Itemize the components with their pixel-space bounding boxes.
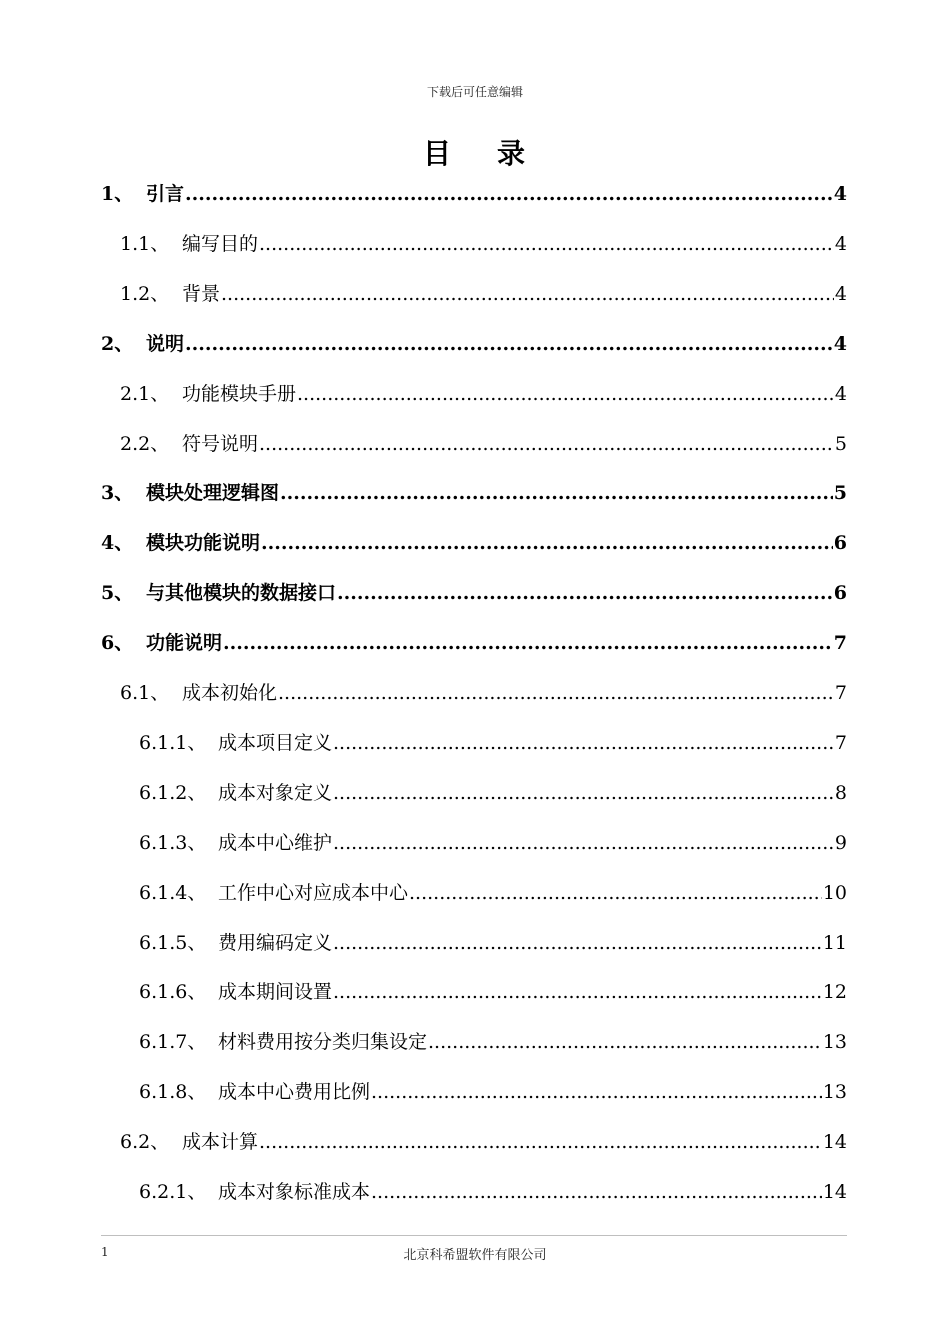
toc-entry-number: 2.1、 [120,382,170,405]
toc-leader-dots [223,627,833,659]
toc-entry-page: 6 [833,532,847,555]
toc-entry-number: 2.2、 [120,432,170,455]
toc-entry-title: 编写目的 [182,232,259,255]
toc-entry-number: 6、 [101,632,134,655]
toc-entry-number: 6.1.4、 [139,881,207,904]
toc-entry-page: 8 [834,781,847,804]
toc-entry-page: 7 [834,682,847,704]
toc-leader-dots [280,477,833,509]
toc-leader-dots [333,827,834,859]
toc-entry[interactable] [139,827,847,859]
toc-entry-title: 成本中心费用比例 [218,1081,371,1104]
toc-entry[interactable] [139,1026,847,1058]
toc-entry-page: 4 [833,183,847,205]
toc-entry-title: 模块功能说明 [146,532,261,555]
toc-leader-dots [333,976,822,1008]
toc-entry[interactable] [139,1076,847,1108]
toc-entry-number: 6.1.6、 [139,981,207,1004]
toc-leader-dots [259,228,834,260]
toc-entry-number: 1.1、 [120,232,170,255]
toc-entry[interactable] [139,877,847,909]
toc-entry[interactable] [139,777,847,809]
toc-entry-title: 说明 [146,332,185,355]
toc-leader-dots [428,1026,822,1058]
toc-leader-dots [333,777,834,809]
toc-leader-dots [371,1176,822,1208]
toc-entry[interactable] [139,1176,847,1208]
toc-leader-dots [337,577,833,609]
toc-entry-title: 引言 [146,183,185,205]
toc-entry[interactable] [120,1126,847,1158]
toc-entry-page: 11 [822,931,847,954]
toc-entry-page: 6 [833,582,847,605]
toc-entry[interactable] [101,577,847,609]
toc-entry-title: 模块处理逻辑图 [146,482,280,505]
toc-leader-dots [185,328,833,360]
footer-divider [101,1235,847,1236]
toc-leader-dots [261,527,833,559]
toc-entry-page: 12 [822,981,847,1004]
toc-entry-number: 6.1.1、 [139,731,207,754]
toc-entry[interactable] [101,178,847,210]
toc-entry-page: 13 [822,1031,847,1054]
toc-entry[interactable] [120,378,847,410]
toc-leader-dots [333,927,822,959]
toc-entry-number: 3、 [101,482,134,505]
toc-entry-number: 1.2、 [120,282,170,305]
toc-entry-title: 材料费用按分类归集设定 [218,1031,428,1054]
toc-title [0,132,950,172]
toc-entry-number: 4、 [101,532,134,555]
toc-entry-page: 4 [834,282,847,305]
toc-entry-title: 成本中心维护 [218,831,333,854]
toc-entry-title: 成本对象定义 [218,781,333,804]
toc-entry[interactable] [101,477,847,509]
toc-entry-title: 费用编码定义 [218,931,333,954]
toc-leader-dots [259,428,834,460]
toc-leader-dots [333,727,834,759]
toc-leader-dots [259,1126,822,1158]
toc-entry-number: 6.1.3、 [139,831,207,854]
toc-entry[interactable] [120,228,847,260]
toc-entry[interactable] [101,527,847,559]
toc-entry-title: 成本计算 [182,1131,259,1154]
toc-entry-title: 符号说明 [182,432,259,455]
toc-entry-title: 功能模块手册 [182,382,297,405]
toc-entry-number: 6.2.1、 [139,1181,207,1203]
toc-entry[interactable] [139,976,847,1008]
toc-entry-title: 成本项目定义 [218,731,333,754]
toc-entry-number: 6.1.7、 [139,1031,207,1054]
toc-entry-page: 5 [834,432,847,455]
toc-entry[interactable] [120,428,847,460]
toc-leader-dots [409,877,822,909]
toc-leader-dots [297,378,834,410]
toc-entry-number: 6.2、 [120,1131,170,1154]
toc-leader-dots [221,278,834,310]
toc-entry-page: 9 [834,831,847,854]
footer-company: 北京科希盟软件有限公司 [403,1248,547,1263]
toc-entry-number: 6.1.8、 [139,1081,207,1104]
toc-entry-page: 10 [822,881,847,904]
toc-entry[interactable] [101,627,847,659]
toc-entry-title: 背景 [182,282,221,305]
toc-entry-page: 4 [833,332,847,355]
toc-leader-dots [371,1076,822,1108]
header-note: 下载后可任意编辑 [426,85,523,99]
toc-entry-title: 工作中心对应成本中心 [218,881,409,904]
toc-entry-number: 6.1、 [120,682,170,704]
toc-entry-page: 5 [833,482,847,505]
toc-leader-dots [185,178,833,210]
toc-entry[interactable] [139,927,847,959]
footer-page-number: 1 [101,1245,109,1259]
toc-leader-dots [278,677,834,709]
toc-entry-number: 1、 [101,183,134,205]
toc-entry-page: 4 [834,382,847,405]
toc-entry-title: 成本初始化 [182,682,278,704]
toc-entry-number: 2、 [101,332,134,355]
toc-entry[interactable] [120,677,847,709]
toc-entry[interactable] [120,278,847,310]
toc-entry-title: 与其他模块的数据接口 [146,582,337,605]
toc-entry-page: 7 [833,632,847,655]
toc-title-left: 目 [422,137,453,170]
toc-entry-number: 6.1.2、 [139,781,207,804]
toc-entry-title: 功能说明 [146,632,223,655]
toc-entry-title: 成本期间设置 [218,981,333,1004]
toc-entry-page: 4 [834,232,847,255]
toc-entry-title: 成本对象标准成本 [218,1181,371,1203]
toc-entry-page: 14 [822,1131,847,1154]
toc-title-right: 录 [497,137,528,170]
toc-entry[interactable] [101,328,847,360]
toc-entry-page: 7 [834,731,847,754]
toc-entry-number: 5、 [101,582,134,605]
toc-entry-page: 13 [822,1081,847,1104]
toc-entry[interactable] [139,727,847,759]
toc-entry-page: 14 [822,1181,847,1203]
toc-entry-number: 6.1.5、 [139,931,207,954]
